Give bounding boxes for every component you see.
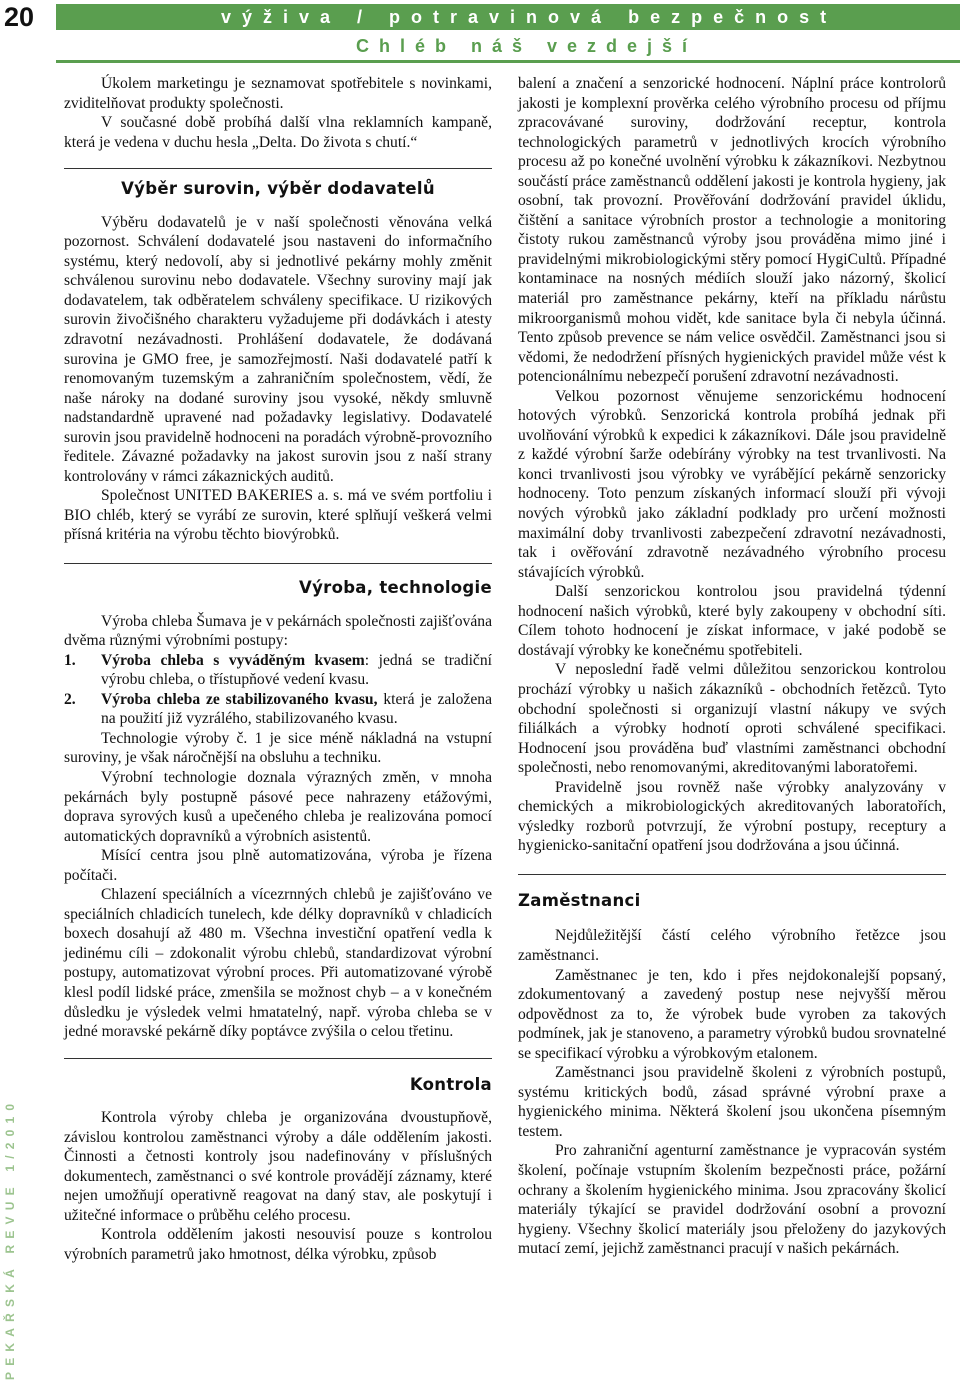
page-number: 20: [0, 0, 56, 34]
paragraph: Výběru dodavatelů je v naší společnosti věnována velká pozornost. Schválení dodavatelé jsou nastaveni do informačního systému, který nedovolí, aby si jednotlivé pekárny mohly změnit schválenou surovinu nebo dodavatele. Všechny suroviny mají jak dodavatelem, tak odběratelem schváleny specifikace. U rizikových surovin živočišného charakteru vyžadujeme při dodávkách i atesty zdravotní nezávadnosti. Prohlášení dodavatele, že dodávaná surovina je GMO free, je samozřejmostí. Naši dodavatelé patří k renomovaným tuzemským a zahraničním společnostem, vědí, že naše nároky na dodané suroviny jsou vysoké, někdy smluvně nadstandardně upravené nad požadavky legislativy. Dodavatelé surovin jsou pravidelně hodnoceni na poradách výrobně-provozního ředitele. Závazné požadavky na jakost surovin jsou z naší strany kontrolovány v rámci zákaznických auditů.: [64, 213, 492, 485]
paragraph: Kontrola oddělením jakosti nesouvisí pouze s kontrolou výrobních parametrů jako hmotnost, délka výrobku, způsob: [64, 1226, 492, 1263]
section-divider: [64, 563, 492, 564]
paragraph: Velkou pozornost věnujeme senzorickému hodnocení hotových výrobků. Senzorická kontrola probíhá jednak při uvolňování výrobků k expedici k zákazníkovi. Dále jsou pravidelně z každé výrobní šarže odebírány výrobky na test trvanlivosti. Na konci trvanlivosti jsou výrobky ve vyrábějící pekárně senzoricky hodnoceny. Toto penzum získaných informací slouží při vývoji nových výrobků jako základní podklady pro určení možnosti maximální doby trvanlivosti zabezpečení zdravotní nezávadnosti, tak i ověřování zdravotně nezávadného výrobního procesu stávajících výrobků.: [518, 387, 946, 581]
paragraph: Zaměstnanec je ten, kdo i přes nejdokonalejší popsaný, zdokumentovaný a zavedený postup nese nejvyšší měrou odpovědnost za to, že výrobek bude vyroben za takových podmínek, jak je stanoveno, a parametry výrobků budou srovnatelné se specifikací výrobku a výrobkovým etalonem.: [518, 966, 946, 1062]
section-heading-suppliers: Výběr surovin, výběr dodavatelů: [121, 179, 435, 199]
header-divider: [56, 60, 960, 63]
paragraph: Pravidelně jsou rovněž naše výrobky analyzovány v chemických a mikrobiologických akreditovaných laboratořích, výsledky rozborů potvrzují, že výrobní postupy, receptury a hygienicko-sanitační opatření jsou dodržována a jsou účinná.: [518, 778, 946, 855]
paragraph: V neposlední řadě velmi důležitou senzorickou kontrolou prochází výrobky u našich zákazníků - obchodních řetězců. Tyto obchodní společnosti si organizují vlastní nákupy ve svých filiálkách a výrobky hodnotí oproti schválené specifikaci. Hodnocení jsou prováděna buď vlastními zaměstnanci obchodní společnosti, nebo renomovanými, akreditovanými laboratořemi.: [518, 661, 946, 777]
list-item: [64, 651, 492, 690]
paragraph: Kontrola výroby chleba je organizována dvoustupňově, závislou kontrolou zaměstnanci výroby a dále oddělením jakosti. Činnosti a četnosti kontroly jsou nadefinovány v příslušných dokumentech, zaměstnanci o své kontrole provádějí záznamy, které nejen umožňují operativně reagovat na daný stav, ale poskytují i užitečné informace o průběhu celého procesu.: [64, 1109, 492, 1224]
magazine-side-label: PEKAŘSKÁ REVUE 1/2010: [3, 1097, 17, 1380]
list-number: 2.: [64, 690, 76, 708]
paragraph: Mísící centra jsou plně automatizována, výroba je řízena počítači.: [64, 847, 492, 884]
section-divider: [64, 1058, 492, 1059]
production-methods-list: [64, 651, 492, 729]
list-item: [64, 690, 492, 729]
paragraph: Výroba chleba Šumava je v pekárnách společnosti zajišťována dvěma různými výrobními postupy:: [64, 612, 492, 650]
list-item-text: která je založena na použití již vyzrálého, stabilizovaného kvasu.: [101, 690, 492, 728]
paragraph: Úkolem marketingu je seznamovat spotřebitele s novinkami, zviditelňovat produkty společnosti.: [64, 75, 492, 112]
section-header: výživa / potravinová bezpečnost: [56, 4, 960, 30]
paragraph: Nejdůležitější částí celého výrobního řetězce jsou zaměstnanci.: [518, 927, 946, 964]
paragraph: Výrobní technologie doznala výrazných změn, v mnoha pekárnách byly postupně pásové pece nahrazeny etážovými, doprava syrových kusů a upečeného chleba je realizována pomocí automatických dopravníků a výrobních asistentů.: [64, 768, 492, 845]
section-heading-employees: Zaměstnanci: [518, 890, 641, 910]
paragraph: Chlazení speciálních a vícezrnných chlebů je zajišťováno ve speciálních chladicích tunelech, kde délky dopravníků v chladicích boxech dosahují až 480 m. Všechna investiční opatření vedla k jedinému cíli – zdokonalit výrobu chlebů, standardizovat výrobní postupy, automatizovat výrobní proces. Při automatizované výrobě klesl podíl lidské práce, zmenšila se možnost chyb – a v konečném důsledku je výsledek velmi hmatatelný, např. výroba chleba se v jedné moravské pekárně díky poptávce zvýšila o celou třetinu.: [64, 886, 492, 1041]
section-heading-control: Kontrola: [409, 1074, 492, 1094]
list-number: 1.: [64, 651, 76, 669]
paragraph: Technologie výroby č. 1 je sice méně nákladná na vstupní suroviny, je však náročnější na obsluhu a techniku.: [64, 729, 492, 767]
list-item-text: : jedná se tradiční výrobu chleba, o třístupňové vedení kvasu.: [101, 651, 492, 689]
left-column: [64, 74, 492, 1265]
right-column: [518, 74, 946, 1259]
article-title: Chléb náš vezdejší: [356, 36, 698, 56]
paragraph: Další senzorickou kontrolou jsou pravidelná týdenní hodnocení našich výrobků, které byly zakoupeny v obchodní síti. Cílem tohoto hodnocení je získat informace, v jaké podobě se dostávají výrobky ke konečnému spotřebiteli.: [518, 583, 946, 659]
paragraph: V současné době probíhá další vlna reklamních kampaně, která je vedena v duchu hesla „Delta. Do života s chutí.“: [64, 114, 492, 151]
paragraph: Společnost UNITED BAKERIES a. s. má ve svém portfoliu i BIO chléb, který se vyrábí ze surovin, které splňují veškerá velmi přísná kritéria na výrobu těchto biovýrobků.: [64, 487, 492, 544]
section-divider: [64, 168, 492, 169]
paragraph: balení a značení a senzorické hodnocení. Náplní práce kontrolorů jakosti je komplexní prověrka celého výrobního procesu od příjmu zpracovávané suroviny, dodržování receptur, kontrola technologických parametrů v jednotlivých krocích výrobního procesu až po konečné uvolnění výrobku k zákazníkovi. Nezbytnou součástí práce zaměstnanců oddělení jakosti je kontrola hygieny, jak osobní, tak provozní. Prověřování dodržování pravidel úklidu, čištění a sanitace výrobních prostor a technologie a monitoring čistoty rukou zaměstnanců výroby jsou prováděna mimo jiné i pravidelnými mikrobiologickými stěry pomocí HygiCultů. Případné kontaminace na nosných médiích slouží jako názorný, školicí materiál pro zaměstnance pekárny, kteří na příkladu nárůstu mikroorganismů mohou vidět, kde sanitace byla či nebyla účinná. Tento způsob prevence se nám velice osvědčil. Zaměstnanci jsou si vědomi, že nedodržení přísných hygienických pravidel může vést k potencionálnímu nebezpečí porušení zdravotní nezávadnosti.: [518, 75, 946, 386]
section-divider: [518, 874, 946, 875]
list-item-bold: Výroba chleba s vyváděným kvasem: [101, 651, 365, 669]
paragraph: Pro zahraniční agenturní zaměstnance je vypracován systém školení, počínaje vstupním školením bezpečnosti práce, požární ochrany a školením hygienického minima. Jsou zpracovány školicí materiály týkající se pravidel dodržování osobní a provozní hygieny. Všechny školicí materiály jsou přeloženy do jazykových mutací zemí, jejichž zaměstnanci pracují v našich pekárnách.: [518, 1142, 946, 1258]
section-heading-production: Výroba, technologie: [299, 578, 492, 598]
list-item-bold: Výroba chleba ze stabilizovaného kvasu,: [101, 690, 378, 708]
paragraph: Zaměstnanci jsou pravidelně školeni z výrobních postupů, systému kritických bodů, zásad správné výrobní praxe a hygienického minima. Některá školení jsou ukončena písemným testem.: [518, 1064, 946, 1140]
